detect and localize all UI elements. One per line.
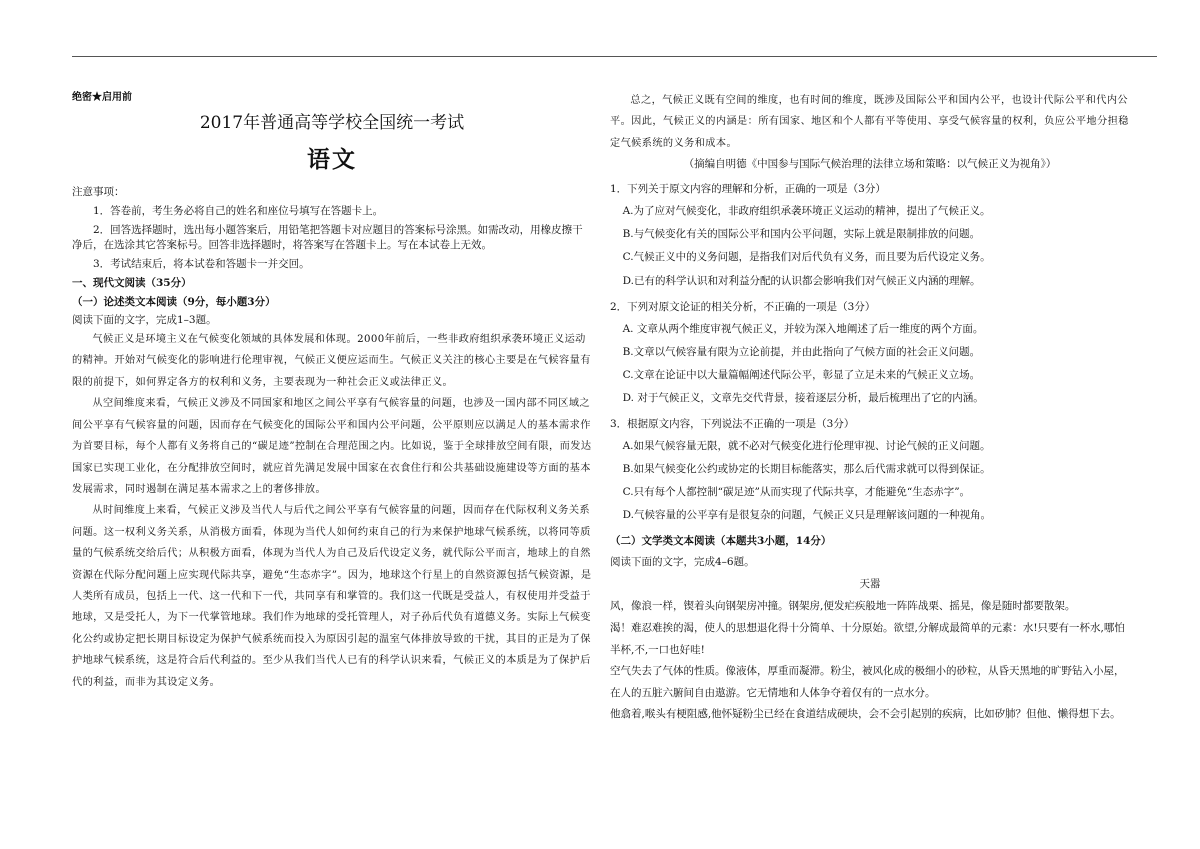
passage-paragraph: 气候正义是环境主义在气候变化领域的具体发展和体现。2000年前后，一些非政府组织承袭环境正义运动的精神。开始对气候变化的影响进行伦理审视，气候正义便应运而生。气候正义关注的核心主要是在气候容量有限的前提下，如何界定各方的权利和义务，主要表现为一种社会正义或法律正义。 (72, 334, 591, 388)
question-2 (610, 297, 1130, 410)
question-1 (610, 179, 1130, 292)
passage-paragraph: 从空间维度来看，气候正义涉及不同国家和地区之间公平享有气候容量的问题，也涉及一国内部不同区域之间公平享有气候容量的问题，因而存在气候变化的国际公平和国内公平问题，公平原则应以满足人的基本需求作为首要目标，每个人都有义务将自己的“碳足迹”控制在合理范围之内。比如说，鉴于全球排放空间有限，而发达国家已实现工业化，在分配排放空间时，就应首先满足发展中国家在衣食住行和公共基础设施建设等方面的基本发展需求，同时遏制在满足基本需求之上的奢侈排放。 (72, 398, 592, 495)
answer-option: A.为了应对气候变化，非政府组织承袭环境正义运动的精神，提出了气候正义。 (622, 205, 991, 218)
answer-option: A. 文章从两个维度审视气候正义，并较为深入地阐述了后一维度的两个方面。 (622, 322, 984, 335)
note-item: 2．回答选择题时，选出每小题答案后，用铅笔把答题卡对应题目的答案标号涂黑。如需改动，用橡皮擦干净后，在选涂其它答案标号。回答非选择题时，将答案写在答题卡上。写在本试卷上无效。 (72, 223, 583, 252)
story-paragraph: 风，像浪一样，锲着头向钢架房冲撞。钢架房,便发疟疾般地一阵阵战栗、摇晃，像是随时都要散架。 (610, 600, 1076, 613)
passage-source: （摘编自明德《中国参与国际气候治理的法律立场和策略：以气候正义为视角》） (683, 158, 1057, 171)
answer-option: B.文章以气候容量有限为立论前提，并由此指向了气候方面的社会正义问题。 (622, 345, 981, 358)
answer-option: C.气候正义中的义务问题，是指我们对后代负有义务，而且要为后代设定义务。 (622, 251, 991, 264)
exam-title: 2017年普通高等学校全国统一考试 (199, 113, 465, 133)
left-column (72, 90, 592, 693)
story-paragraph: 空气失去了气体的性质。像液体，厚重而凝滞。粉尘，被风化成的极细小的砂粒，从昏天黑地的旷野钻入小屋，在人的五脏六腑间自由遨游。它无情地和人体争夺着仅有的一点水分。 (610, 665, 1125, 699)
answer-option: D. 对于气候正义，文章先交代背景，接着逐层分析，最后梳理出了它的内涵。 (622, 391, 984, 404)
passage-paragraph: 从时间维度上来看，气候正义涉及当代人与后代之间公平享有气候容量的问题，因而存在代际权利义务关系问题。这一权利义务关系，从消极方面看，体现为当代人如何约束自己的行为来保护地球气候系统，以将同等质量的气候系统交给后代；从积极方面看，体现为当代人为自己及后代设定义务，就代际公平而言，地球上的自然资源在代际分配问题上应实现代际共享，避免“生态赤字”。因为，地球这个行星上的自然资源包括气候资源，是人类所有成员，包括上一代、这一代和下一代，共同享有和掌管的。我们这一代既是受益人，有权使用并受益于地球，又是受托人，为下一代掌管地球。我们作为地球的受托管理人，对子孙后代负有道德义务。实际上气候变化公约或协定把长期目标设定为保护气候系统而投入为原因引起的温室气体排放导致的干扰，其目的正是为了保护地球气候系统，这是符合后代利益的。至少从我们当代人已有的科学认识来看，气候正义的本质是为了保护后代的利益，而非为其设定义务。 (72, 505, 592, 688)
story-title: 天嚣 (859, 578, 881, 591)
note-item: 1．答卷前，考生务必将自己的姓名和座位号填写在答题卡上。 (93, 204, 384, 217)
reading-instruction: 阅读下面的文字，完成4–6题。 (610, 556, 755, 569)
subject-title: 语文 (307, 145, 357, 173)
answer-option: C.只有每个人都控制“碳足迹”从而实现了代际共享，才能避免“生态赤字”。 (622, 486, 971, 499)
answer-option: A.如果气候容量无限，就不必对气候变化进行伦理审视、讨论气候的正义问题。 (622, 440, 991, 453)
story-text (610, 596, 1130, 725)
secret-label: 绝密★启用前 (72, 92, 132, 103)
answer-option: B.如果气候变化公约或协定的长期目标能落实，那么后代需求就可以得到保证。 (622, 463, 991, 476)
answer-option: D.气候容量的公平享有是很复杂的问题，气候正义只是理解该问题的一种视角。 (622, 509, 991, 522)
story-paragraph: 他翕着,喉头有梗阻感,他怀疑粉尘已经在食道结成硬块，会不会引起别的疾病，比如矽肺？但他、懒得想下去。 (610, 708, 1121, 721)
passage (72, 329, 592, 693)
question-stem: 3．根据原文内容，下列说法不正确的一项是（3分） (610, 418, 855, 431)
note-item: 3．考试结束后，将本试卷和答题卡一并交回。 (93, 258, 310, 270)
story-paragraph: 渴！难忍难挨的渴，使人的思想退化得十分简单、十分原始。欲望,分解成最简单的元素：水!只要有一杯水,哪怕半杯,不,一口也好哇! (610, 622, 1125, 656)
reading-instruction: 阅读下面的文字，完成1–3题。 (72, 314, 217, 327)
answer-option: D.已有的科学认识和对利益分配的认识都会影响我们对气候正义内涵的理解。 (622, 274, 981, 287)
right-column (610, 90, 1130, 726)
top-rule (72, 56, 1157, 57)
question-stem: 2．下列对原文论证的相关分析，不正确的一项是（3分） (610, 300, 876, 313)
answer-option: B.与气候变化有关的国际公平和国内公平问题，实际上就是限制排放的问题。 (622, 228, 981, 241)
question-stem: 1．下列关于原文内容的理解和分析，正确的一项是（3分） (610, 183, 886, 196)
subsection-heading: （二）文学类文本阅读（本题共3小题，14分） (610, 535, 832, 548)
subsection-heading: （一）论述类文本阅读（9分，每小题3分） (72, 295, 276, 308)
notes-heading: 注意事项： (72, 186, 125, 198)
section-heading: 一、现代文阅读（35分） (72, 276, 192, 289)
question-3 (610, 414, 1130, 527)
passage-paragraph: 总之，气候正义既有空间的维度，也有时间的维度，既涉及国际公平和国内公平，也设计代际公平和代内公平。因此，气候正义的内涵是：所有国家、地区和个人都有平等使用、享受气候容量的权利，负应公平地分担稳定气候系统的义务和成本。 (610, 95, 1129, 149)
answer-option: C.文章在论证中以大量篇幅阐述代际公平，彰显了立足未来的气候正义立场。 (622, 368, 981, 381)
